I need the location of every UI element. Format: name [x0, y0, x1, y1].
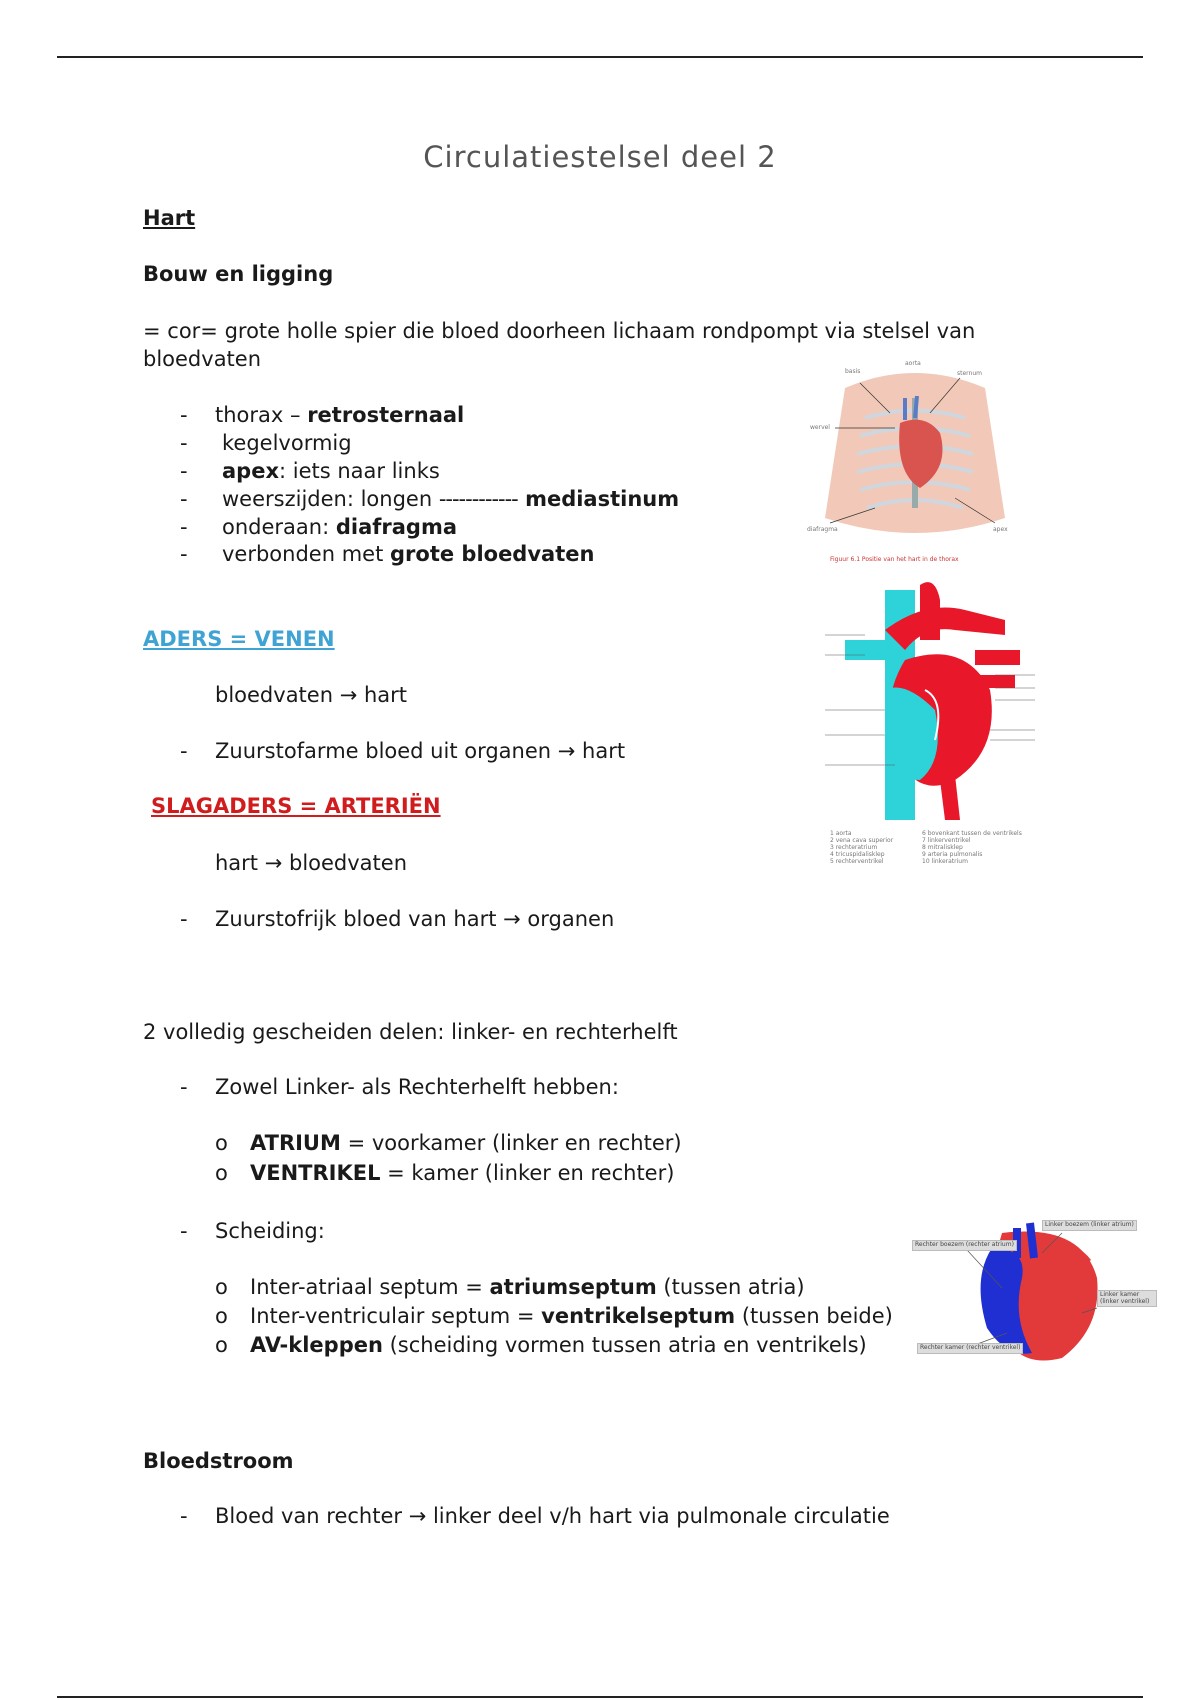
- chamber-label: Linker kamer (linker ventrikel): [1097, 1290, 1157, 1307]
- list-text: onderaan:: [222, 515, 336, 539]
- veins-line: bloedvaten → hart: [215, 683, 408, 707]
- halves-item: [250, 1131, 682, 1155]
- thorax-illustration: [805, 358, 1025, 568]
- list-text: weerszijden: longen: [222, 487, 439, 511]
- o-bullet: o: [215, 1131, 228, 1155]
- legend-entry: 7 linkerventrikel: [922, 837, 971, 844]
- legend-entry: 4 tricuspidalisklep: [830, 851, 885, 858]
- item-text: = kamer (linker en rechter): [380, 1161, 675, 1185]
- pulmonary-vein-left: [845, 640, 885, 660]
- intro-line-1: = cor= grote holle spier die bloed doorheen lichaam rondpompt via stelsel van: [143, 319, 976, 343]
- legend-entry: 2 vena cava superior: [830, 837, 894, 844]
- item-bold: AV-kleppen: [250, 1333, 383, 1357]
- separation-item: [250, 1304, 893, 1328]
- dash-bullet: -: [180, 487, 188, 511]
- arteries-line: hart → bloedvaten: [215, 851, 408, 875]
- list-text: thorax –: [215, 403, 308, 427]
- legend-entry: 8 mitralisklep: [922, 844, 963, 851]
- o-bullet: o: [215, 1333, 228, 1357]
- veins-bullet: Zuurstofarme bloed uit organen → hart: [215, 739, 626, 763]
- section-heading-hart: Hart: [143, 206, 196, 230]
- arteries-heading: SLAGADERS = ARTERIËN: [151, 794, 441, 818]
- legend-entry: 5 rechterventrikel: [830, 858, 884, 865]
- legend-entry: 3 rechteratrium: [830, 844, 878, 851]
- separation-item: [250, 1275, 805, 1299]
- descending-aorta: [940, 775, 960, 820]
- chamber-label: Rechter boezem (rechter atrium): [912, 1240, 1017, 1251]
- thorax-caption: Figuur 6.1 Positie van het hart in de thorax: [830, 556, 959, 563]
- thorax-figure: [805, 358, 1025, 568]
- item-text: Inter-ventriculair septum =: [250, 1304, 542, 1328]
- thorax-label: diafragma: [807, 526, 838, 533]
- item-bold: ATRIUM: [250, 1131, 341, 1155]
- legend-entry: 6 bovenkant tussen de ventrikels: [922, 830, 1022, 837]
- list-bold: diafragma: [335, 515, 457, 539]
- dash-bullet: -: [180, 1504, 188, 1528]
- separation-bullet: Scheiding:: [215, 1219, 325, 1243]
- thorax-label: basis: [845, 368, 861, 375]
- bottom-rule: [57, 1696, 1143, 1698]
- heart-chambers-figure: [912, 1218, 1157, 1368]
- thorax-label: aorta: [905, 360, 921, 367]
- legend-entry: 10 linkeratrium: [922, 858, 968, 865]
- thorax-label: sternum: [957, 370, 982, 377]
- item-bold: atriumseptum: [489, 1275, 657, 1299]
- intro-line-2: bloedvaten: [143, 347, 262, 371]
- heart-legend-right: [922, 830, 1022, 865]
- bloodflow-bullet: Bloed van rechter → linker deel v/h hart via pulmonale circulatie: [215, 1504, 890, 1528]
- dash-bullet: -: [180, 542, 188, 566]
- heart-diagram-figure: [825, 580, 1035, 890]
- item-after: (tussen beide): [735, 1304, 893, 1328]
- dash-bullet: -: [180, 1075, 188, 1099]
- thorax-label: wervel: [810, 424, 830, 431]
- chamber-label: Linker boezem (linker atrium): [1042, 1220, 1137, 1231]
- heart-legend-left: [830, 830, 893, 865]
- dash-bullet: -: [180, 431, 188, 455]
- dash-bullet: -: [180, 1219, 188, 1243]
- item-bold: VENTRIKEL: [250, 1161, 381, 1185]
- o-bullet: o: [215, 1161, 228, 1185]
- o-bullet: o: [215, 1275, 228, 1299]
- legend-entry: 9 arteria pulmonalis: [922, 851, 983, 858]
- list-bold: apex: [222, 459, 279, 483]
- dash-bullet: -: [180, 459, 188, 483]
- arteries-bullet: Zuurstofrijk bloed van hart → organen: [215, 907, 615, 931]
- list-text: verbonden met: [222, 542, 390, 566]
- item-bold: ventrikelseptum: [541, 1304, 736, 1328]
- item-after: (scheiding vormen tussen atria en ventrikels): [382, 1333, 867, 1357]
- subheading-bouw-en-ligging: Bouw en ligging: [143, 262, 334, 286]
- veins-heading: ADERS = VENEN: [143, 627, 335, 651]
- item-text: Inter-atriaal septum =: [250, 1275, 490, 1299]
- legend-entry: 1 aorta: [830, 830, 852, 837]
- halves-item: [250, 1161, 674, 1185]
- list-bold: grote bloedvaten: [390, 542, 595, 566]
- halves-line: 2 volledig gescheiden delen: linker- en rechterhelft: [143, 1020, 678, 1044]
- dash-bullet: -: [180, 515, 188, 539]
- list-text: : iets naar links: [279, 459, 440, 483]
- chamber-label: Rechter kamer (rechter ventrikel): [917, 1343, 1023, 1354]
- list-text: kegelvormig: [222, 431, 352, 455]
- dash-bullet: -: [180, 403, 188, 427]
- dash-bullet: -: [180, 739, 188, 763]
- top-rule: [57, 56, 1143, 58]
- item-after: (tussen atria): [656, 1275, 805, 1299]
- list-bold: mediastinum: [517, 487, 680, 511]
- separation-item: [250, 1333, 867, 1357]
- list-bold: retrosternaal: [307, 403, 465, 427]
- item-text: = voorkamer (linker en rechter): [340, 1131, 682, 1155]
- bloodflow-heading: Bloedstroom: [143, 1449, 294, 1473]
- dash-bullet: -: [180, 907, 188, 931]
- o-bullet: o: [215, 1304, 228, 1328]
- page-title: Circulatiestelsel deel 2: [423, 140, 777, 174]
- list-dots: ------------: [438, 487, 518, 511]
- halves-bullet: Zowel Linker- als Rechterhelft hebben:: [215, 1075, 619, 1099]
- heart-diagram: [825, 580, 1035, 820]
- thorax-label: apex: [993, 526, 1008, 533]
